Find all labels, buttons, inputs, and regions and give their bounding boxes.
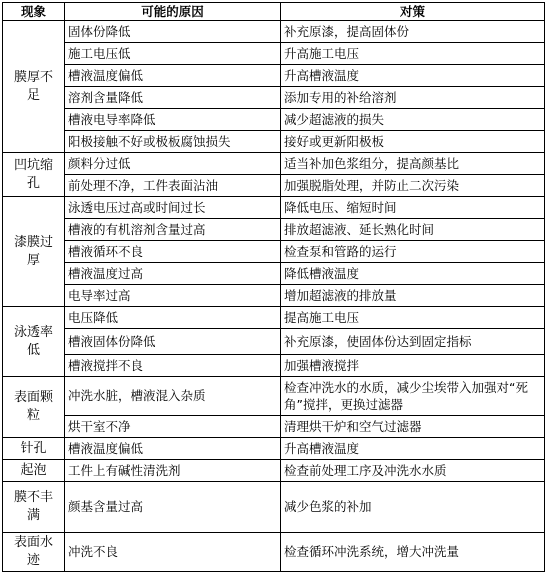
- phenomenon-cell: 表面颗粒: [3, 377, 65, 438]
- table-row: [3, 153, 545, 175]
- table-row: [3, 460, 545, 482]
- cause-cell: 溶剂含量降低: [65, 87, 281, 109]
- table-row: [3, 533, 545, 572]
- phenomenon-cell: 膜厚不足: [3, 21, 65, 153]
- cause-cell: 槽液电导率降低: [65, 109, 281, 131]
- remedy-cell: 清理烘干炉和空气过滤器: [281, 416, 545, 438]
- table-row: [3, 329, 545, 355]
- cause-cell: 泳透电压过高或时间过长: [65, 197, 281, 219]
- phenomenon-cell: 针孔: [3, 438, 65, 460]
- header-phenomenon: 现象: [3, 3, 65, 21]
- cause-cell: 冲洗不良: [65, 533, 281, 572]
- table-row: [3, 482, 545, 533]
- phenomenon-cell: 起泡: [3, 460, 65, 482]
- remedy-cell: 补充原漆，使固体份达到固定指标: [281, 329, 545, 355]
- remedy-cell: 适当补加色浆组分，提高颜基比: [281, 153, 545, 175]
- cause-cell: 工件上有碱性清洗剂: [65, 460, 281, 482]
- table-row: [3, 87, 545, 109]
- table-row: [3, 197, 545, 219]
- cause-cell: 固体份降低: [65, 21, 281, 43]
- table-row: [3, 285, 545, 307]
- table-row: [3, 241, 545, 263]
- remedy-cell: 加强脱脂处理，并防止二次污染: [281, 175, 545, 197]
- phenomenon-cell: 漆膜过厚: [3, 197, 65, 307]
- header-cause: 可能的原因: [65, 3, 281, 21]
- phenomenon-cell: 膜不丰满: [3, 482, 65, 533]
- cause-cell: 槽液搅拌不良: [65, 355, 281, 377]
- remedy-cell: 升高槽液温度: [281, 65, 545, 87]
- table-row: [3, 438, 545, 460]
- cause-cell: 电导率过高: [65, 285, 281, 307]
- table-row: [3, 355, 545, 377]
- table-row: [3, 21, 545, 43]
- table-row: [3, 377, 545, 416]
- remedy-cell: 接好或更新阳极板: [281, 131, 545, 153]
- table-row: [3, 175, 545, 197]
- table-row: [3, 307, 545, 329]
- table-row: [3, 131, 545, 153]
- remedy-cell: 降低电压、缩短时间: [281, 197, 545, 219]
- cause-cell: 冲洗水脏，槽液混入杂质: [65, 377, 281, 416]
- table-row: [3, 43, 545, 65]
- cause-cell: 颜基含量过高: [65, 482, 281, 533]
- cause-cell: 阳极接触不好或极板腐蚀损失: [65, 131, 281, 153]
- phenomenon-cell: 表面水迹: [3, 533, 65, 572]
- cause-cell: 烘干室不净: [65, 416, 281, 438]
- header-row: [3, 3, 545, 21]
- remedy-cell: 检查前处理工序及冲洗水水质: [281, 460, 545, 482]
- phenomenon-cell: 泳透率低: [3, 307, 65, 377]
- table-row: [3, 416, 545, 438]
- cause-cell: 槽液循环不良: [65, 241, 281, 263]
- phenomenon-cell: 凹坑缩孔: [3, 153, 65, 197]
- cause-cell: 施工电压低: [65, 43, 281, 65]
- remedy-cell: 补充原漆，提高固体份: [281, 21, 545, 43]
- remedy-cell: 增加超滤液的排放量: [281, 285, 545, 307]
- table-row: [3, 263, 545, 285]
- cause-cell: 槽液的有机溶剂含量过高: [65, 219, 281, 241]
- cause-cell: 槽液固体份降低: [65, 329, 281, 355]
- remedy-cell: 检查泵和管路的运行: [281, 241, 545, 263]
- table-row: [3, 65, 545, 87]
- cause-cell: 电压降低: [65, 307, 281, 329]
- remedy-cell: 检查循环冲洗系统，增大冲洗量: [281, 533, 545, 572]
- cause-cell: 槽液温度过高: [65, 263, 281, 285]
- header-remedy: 对策: [281, 3, 545, 21]
- remedy-cell: 减少超滤液的损失: [281, 109, 545, 131]
- cause-cell: 颜料分过低: [65, 153, 281, 175]
- remedy-cell: 加强槽液搅拌: [281, 355, 545, 377]
- remedy-cell: 排放超滤液、延长熟化时间: [281, 219, 545, 241]
- table-row: [3, 219, 545, 241]
- remedy-cell: 升高槽液温度: [281, 438, 545, 460]
- cause-cell: 槽液温度偏低: [65, 438, 281, 460]
- defects-table: [2, 2, 545, 572]
- remedy-cell: 降低槽液温度: [281, 263, 545, 285]
- cause-cell: 槽液温度偏低: [65, 65, 281, 87]
- remedy-cell: 减少色浆的补加: [281, 482, 545, 533]
- cause-cell: 前处理不净，工件表面沾油: [65, 175, 281, 197]
- remedy-cell: 升高施工电压: [281, 43, 545, 65]
- remedy-cell: 添加专用的补给溶剂: [281, 87, 545, 109]
- remedy-cell: 检查冲洗水的水质，减少尘埃带入加强对“死角”搅拌，更换过滤器: [281, 377, 545, 416]
- table-row: [3, 109, 545, 131]
- remedy-cell: 提高施工电压: [281, 307, 545, 329]
